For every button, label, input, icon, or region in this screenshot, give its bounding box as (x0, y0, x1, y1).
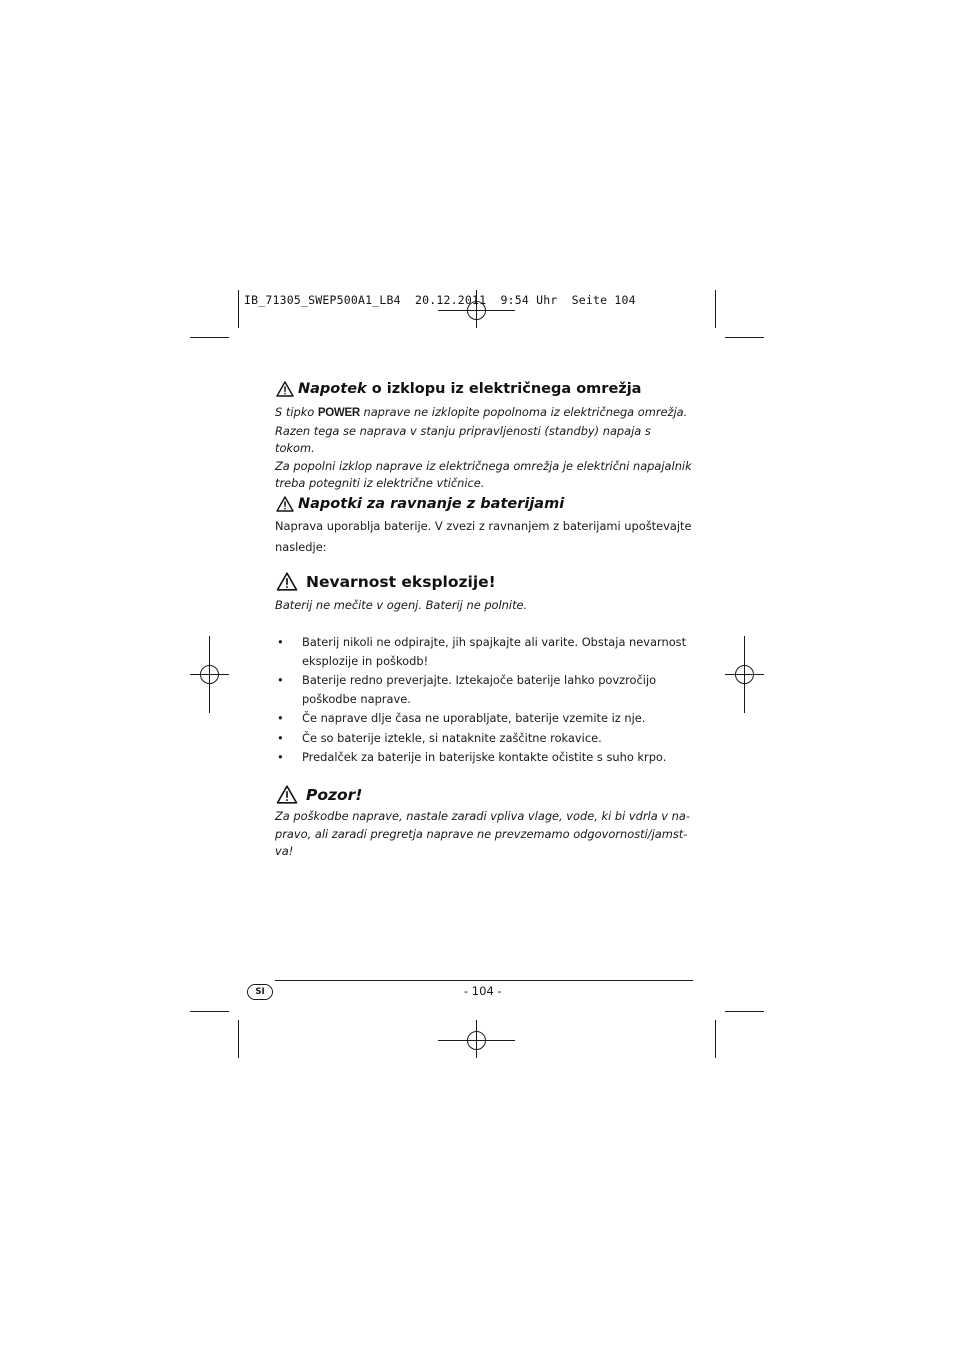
section-heading-explosion (276, 572, 496, 591)
section-heading-caution (276, 785, 362, 804)
warning-icon (276, 381, 294, 397)
power-key-label: POWER (317, 407, 360, 419)
section-heading-batteries (276, 496, 564, 512)
batteries-intro: Naprava uporablja baterije. V zvezi z ravnanjem z baterijami upoštevajte nasledje: (275, 519, 692, 554)
heading-text: Pozor! (306, 785, 363, 804)
warning-icon (276, 572, 298, 591)
heading-rest: o izklopu iz električnega omrežja (366, 381, 642, 397)
list-item: • Če naprave dlje časa ne uporabljate, baterije vzemite iz nje. (277, 711, 646, 725)
heading-text: Napotki za ravnanje z baterijami (298, 496, 565, 512)
language-badge: SI (247, 984, 273, 1000)
explosion-note: Baterij ne mečite v ogenj. Baterij ne polnite. (275, 598, 528, 612)
page-number: - 104 - (464, 984, 502, 998)
list-item: • Če so baterije iztekle, si nataknite zaščitne rokavice. (277, 730, 602, 745)
footer-rule (275, 980, 693, 981)
warning-icon (276, 785, 298, 804)
section-heading-power-off (276, 381, 641, 397)
heading-italic-part: Napotek (298, 381, 367, 397)
battery-safety-list (275, 633, 693, 768)
list-item: • Predalček za baterije in baterijske kontakte očistite s suho krpo. (277, 750, 667, 764)
list-item: • Baterij nikoli ne odpirajte, jih spajkajte ali varite. Obstaja nevarnost eksplozije in poškodb! (277, 635, 687, 668)
warning-icon (276, 496, 294, 512)
power-off-note: S tipko POWER naprave ne izklopite popolnoma iz električnega omrežja. Razen tega se naprava v stanju pripravljenosti (standby) napaja s tokom. Za popolni izklop naprave iz električnega omrežja je električni napajalnik treba potegniti iz električne vtičnice. (275, 405, 692, 490)
print-slug: IB_71305_SWEP500A1_LB4 20.12.2011 9:54 Uhr Seite 104 (244, 293, 636, 307)
caution-note: Za poškodbe naprave, nastale zaradi vpliva vlage, vode, ki bi vdrla v na- pravo, ali zaradi pregretja naprave ne prevzemamo odgovornosti/jamst- va! (275, 809, 690, 858)
heading-text: Nevarnost eksplozije! (306, 572, 496, 591)
list-item: • Baterije redno preverjajte. Iztekajoče baterije lahko povzročijo poškodbe naprave. (277, 673, 657, 706)
